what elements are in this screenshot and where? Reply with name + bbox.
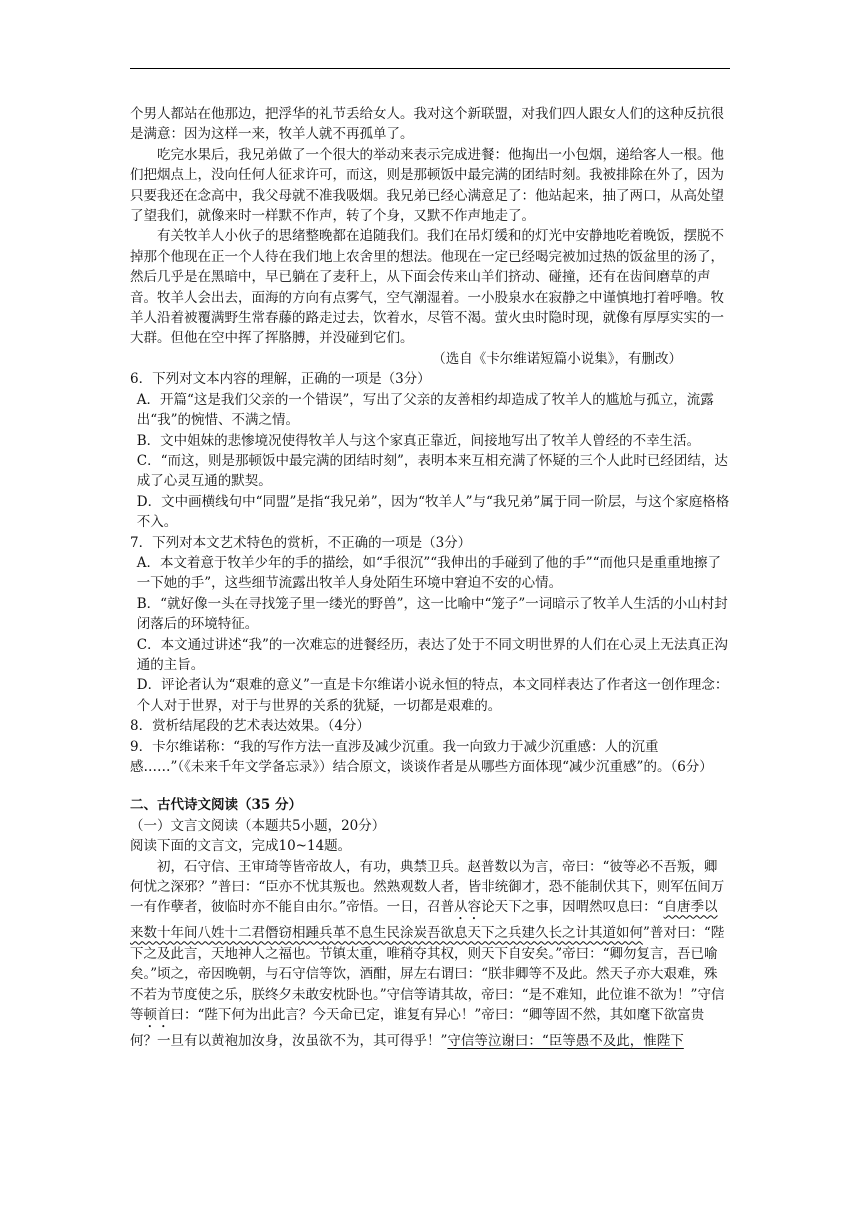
question-6-option-a: A．开篇“这是我们父亲的一个错误”，写出了父亲的友善相约却造成了牧羊人的尴尬与孤立，流露出“我”的惋惜、不满之情。 <box>136 391 714 429</box>
question-6-stem: 6．下列对文本内容的理解，正确的一项是（3分） <box>130 371 431 388</box>
question-8: 8．赏析结尾段的艺术表达效果。（4分） <box>130 718 370 735</box>
classical-text-part-4: 曰：“陛下何为出此言？今天命已定，谁复有异心！”帝曰：“卿等固不然，其如麾下欲富贵何？一旦有以黄袍加汝身，汝虽欲不为，其可得乎！” <box>130 1007 705 1050</box>
question-7-stem: 7．下列对本文艺术特色的赏析，不正确的一项是（3分） <box>130 534 472 551</box>
emphasis-word-dunshou: 顿首 <box>143 1007 171 1024</box>
classical-text-part-3: ”普对曰：“陛下之及此言，天地神人之福也。节镇太重，唯稍夺其权，则天下自安矣。”帝曰：“卿勿复言，吾已喻矣。”顷之，帝因晚朝，与石守信等饮，酒酣，屏左右谓曰：“朕非卿等不及此。然天子亦大艰难，殊不若为节度使之乐，朕终夕未敢安枕卧也。”守信等请其故，帝曰：“是不难知，此位谁不欲为！”守信等 <box>130 925 725 1024</box>
story-paragraph-2: 吃完水果后，我兄弟做了一个很大的举动来表示完成进餐：他掏出一小包烟，递给客人一根。他们把烟点上，没向任何人征求许可，而这，则是那顿饭中最完满的团结时刻。我被排除在外了，因为只要我还在念高中，我父母就不准我吸烟。我兄弟已经心满意足了：他站起来，抽了两口，从高处望了望我们，就像来时一样默不作声，转了个身，又默不作声地走了。 <box>130 146 724 225</box>
page-content <box>130 104 730 1051</box>
question-7-option-b: B．“就好像一头在寻找笼子里一缕光的野兽”，这一比喻中“笼子”一词暗示了牧羊人生活的小山村封闭落后的环境特征。 <box>136 595 728 633</box>
underlined-sentence: 守信等泣谢曰：“臣等愚不及此，惟陛下 <box>447 1033 684 1050</box>
question-6-option-b: B．文中姐妹的悲惨境况使得牧羊人与这个家真正靠近，间接地写出了牧羊人曾经的不幸生活。 <box>136 432 701 449</box>
story-source: （选自《卡尔维诺短篇小说集》，有删改） <box>432 350 682 367</box>
section-2-title: 二、古代诗文阅读（35 分） <box>130 797 302 814</box>
question-6-option-d: D．文中画横线句中“同盟”是指“我兄弟”，因为“牧羊人”与“我兄弟”属于同一阶层，与这个家庭格格不入。 <box>136 493 730 531</box>
classical-text-part-2: 论天下之事，因喟然叹息曰：“ <box>481 899 664 916</box>
classical-text-part-1: 初，石守信、王审琦等皆帝故人，有功，典禁卫兵。赵普数以为言，帝曰：“彼等必不吾叛，卿何忧之深邪？”普曰：“臣亦不忧其叛也。然熟观数人者，皆非统御才，恐不能制伏其下，则军伍间万一有作孽者，彼临时亦不能自由尔。”帝悟。一日，召普 <box>130 858 725 916</box>
story-paragraph-1: 个男人都站在他那边，把浮华的礼节丢给女人。我对这个新联盟，对我们四人跟女人们的这种反抗很是满意：因为这样一来，牧羊人就不再孤单了。 <box>130 106 724 143</box>
section-gap <box>130 777 730 795</box>
question-7-option-d: D．评论者认为“艰难的意义”一直是卡尔维诺小说永恒的特点，本文同样表达了作者这一创作理念：个人对于世界，对于与世界的关系的犹疑，一切都是艰难的。 <box>136 677 729 714</box>
question-9: 9．卡尔维诺称：“我的写作方法一直涉及减少沉重。我一向致力于减少沉重感：人的沉重感……”（《未来千年文学备忘录》）结合原文，谈谈作者是从哪些方面体现“减少沉重感”的。（6分） <box>130 738 713 775</box>
emphasis-word-congrong: 从容 <box>454 899 482 916</box>
question-7-option-a: A．本文着意于牧羊少年的手的描绘，如“手很沉”“我伸出的手碰到了他的手”“而他只是重重地擦了一下她的手”，这些细节流露出牧羊人身处陌生环境中窘迫不安的心情。 <box>136 554 722 592</box>
wavy-underlined-sentence: 自唐季以来数十年间八姓十二君僭窃相踵兵革不息生民涂炭吾欲息天下之兵建久长之计其道如何 <box>130 899 718 942</box>
header-rule <box>130 68 730 69</box>
question-6-option-c: C．“而这，则是那顿饭中最完满的团结时刻”，表明本来互相充满了怀疑的三个人此时已经团结，达成了心灵互通的默契。 <box>136 452 728 490</box>
section-2-instruction: 阅读下面的文言文，完成10~14题。 <box>130 838 352 855</box>
section-2-subtitle: （一）文言文阅读（本题共5小题，20分） <box>130 817 386 834</box>
classical-text <box>130 857 730 1052</box>
story-paragraph-3: 有关牧羊人小伙子的思绪整晚都在追随我们。我们在吊灯缓和的灯光中安静地吃着晚饭，摆脱不掉那个他现在正一个人待在我们地上农舍里的想法。他现在一定已经喝完被加过热的饭盆里的汤了，然后几乎是在黑暗中，早已躺在了麦秆上，从下面会传来山羊们挤动、碰撞，还有在齿间磨草的声音。牧羊人会出去，面海的方向有点雾气，空气潮湿着。一小股泉水在寂静之中谨慎地打着呼噜。牧羊人沿着被覆满野生常春藤的路走过去，饮着水，尽管不渴。萤火虫时隐时现，就像有厚厚实实的一大群。但他在空中挥了挥胳膊，并没碰到它们。 <box>130 228 724 347</box>
question-7-option-c: C．本文通过讲述“我”的一次难忘的进餐经历，表达了处于不同文明世界的人们在心灵上无法真正沟通的主旨。 <box>136 636 728 673</box>
